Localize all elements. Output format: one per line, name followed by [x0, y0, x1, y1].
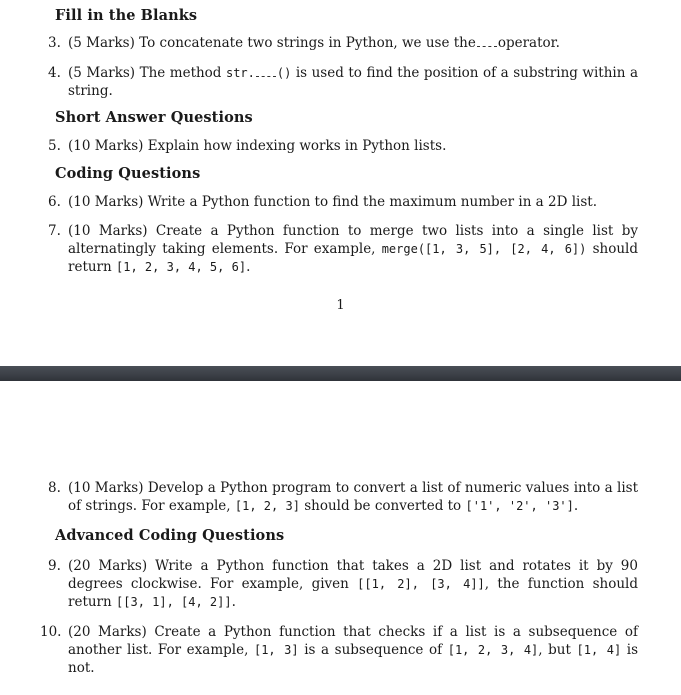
section-heading-short-answer: Short Answer Questions — [55, 109, 253, 126]
code-snippet: [[3, 1], [4, 2]] — [116, 595, 232, 609]
question-text: (10 Marks) Explain how indexing works in Python lists. — [68, 138, 447, 154]
question-number: 9. — [48, 558, 61, 574]
question-text: is not. — [68, 642, 639, 676]
question-text: , but — [538, 642, 571, 658]
code-snippet: [1, 2, 3] — [234, 499, 300, 513]
question-text: (5 Marks) To concatenate two strings in Python, we use the — [68, 35, 476, 51]
question-text: is used to find the position of a substring within a string. — [68, 65, 638, 99]
question-text: , the function should return — [68, 576, 638, 610]
question-6 — [48, 193, 638, 211]
question-3 — [48, 34, 638, 52]
code-snippet: () — [276, 66, 292, 80]
question-text: . — [246, 259, 251, 275]
question-text: (5 Marks) The method — [68, 65, 222, 81]
answer-blank — [477, 36, 497, 47]
answer-blank — [256, 66, 276, 77]
section-heading-fill-in-the-blanks: Fill in the Blanks — [55, 7, 198, 24]
question-text: (20 Marks) Write a Python function that takes a 2D list and rotates it by 90 degrees clockwise. For example, given — [68, 558, 638, 592]
section-heading-coding: Coding Questions — [55, 165, 201, 182]
section-heading-advanced-coding: Advanced Coding Questions — [55, 527, 285, 544]
question-text: (20 Marks) Create a Python function that checks if a list is a subsequence of another list. For example, — [68, 624, 638, 658]
question-number: 6. — [48, 194, 61, 210]
question-10 — [40, 623, 639, 677]
code-snippet: merge([1, 3, 5], [2, 4, 6]) — [381, 242, 587, 256]
page-separator — [0, 366, 681, 381]
question-text: should be converted to — [304, 498, 462, 514]
question-text: (10 Marks) Create a Python function to merge two lists into a single list by alternatingly taking elements. For example, — [68, 223, 638, 257]
question-text: operator. — [497, 35, 560, 51]
page-number: 1 — [336, 298, 345, 313]
question-text: . — [573, 498, 579, 514]
question-7 — [48, 222, 638, 276]
question-8 — [48, 479, 638, 515]
document-page-2 — [0, 381, 681, 695]
question-9 — [48, 557, 638, 611]
question-text: . — [231, 594, 236, 610]
code-snippet: str. — [225, 66, 255, 80]
question-number: 7. — [48, 223, 61, 239]
code-snippet: [1, 4] — [576, 643, 622, 657]
question-number: 4. — [48, 65, 61, 81]
code-snippet: [1, 2, 3, 4] — [447, 643, 539, 657]
question-text: should return — [68, 241, 638, 275]
question-number: 10. — [40, 624, 62, 640]
code-snippet: ['1', '2', '3'] — [465, 499, 574, 513]
question-text: (10 Marks) Develop a Python program to convert a list of numeric values into a list of strings. For example, — [68, 480, 638, 514]
code-snippet: [1, 3] — [253, 643, 299, 657]
code-snippet: [[1, 2], [3, 4]] — [357, 577, 485, 591]
question-text: (10 Marks) Write a Python function to find the maximum number in a 2D list. — [68, 194, 597, 210]
question-text: is a subsequence of — [304, 642, 443, 658]
question-number: 5. — [48, 138, 61, 154]
question-number: 8. — [48, 480, 61, 496]
question-4 — [48, 64, 638, 100]
question-number: 3. — [48, 35, 61, 51]
question-5 — [48, 137, 638, 155]
code-snippet: [1, 2, 3, 4, 5, 6] — [116, 260, 247, 274]
